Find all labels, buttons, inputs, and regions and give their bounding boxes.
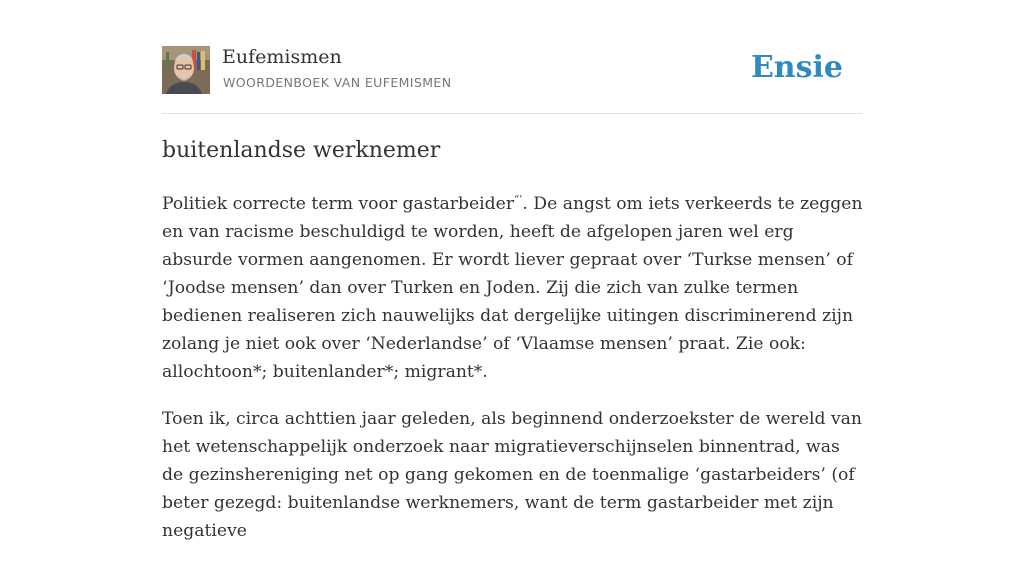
site-header xyxy=(162,46,862,96)
entry-title: buitenlandse werknemer xyxy=(162,138,441,163)
avatar[interactable] xyxy=(162,46,210,94)
brand-logo[interactable]: Ensie xyxy=(750,50,843,85)
header-divider xyxy=(162,113,862,114)
site-name[interactable]: Eufemismen xyxy=(222,46,342,68)
site-subtitle[interactable]: WOORDENBOEK VAN EUFEMISMEN xyxy=(223,75,452,90)
entry-body xyxy=(162,190,864,564)
avatar-portrait-icon xyxy=(162,46,210,94)
paragraph-1-text-a: Politiek correcte term voor gastarbeider xyxy=(162,194,515,214)
footnote-mark[interactable]: “’ xyxy=(514,194,523,206)
entry-paragraph-1 xyxy=(162,190,864,386)
paragraph-1-text-b: . De angst om iets verkeerds te zeggen en van racisme beschuldigd te worden, heeft de afgelopen jaren wel erg absurde vormen aangenomen. Er wordt liever gepraat over ‘Turkse mensen’ of ‘Joodse mensen’ dan over Turken en Joden. Zij die zich van zulke termen bedienen realiseren zich nauwelijks dat dergelijke uitingen discriminerend zijn zolang je niet ook over ‘Nederlandse’ of ‘Vlaamse mensen’ praat. Zie ook: allochtoon*; buitenlander*; migrant*. xyxy=(162,194,863,382)
entry-paragraph-2: Toen ik, circa achttien jaar geleden, als beginnend onderzoekster de wereld van het wetenschappelijk onderzoek naar migratieverschijnselen binnentrad, was de gezinshereniging net op gang gekomen en de toenmalige ‘gastarbeiders’ (of beter gezegd: buitenlandse werknemers, want de term gastarbeider met zijn negatieve xyxy=(162,409,862,541)
